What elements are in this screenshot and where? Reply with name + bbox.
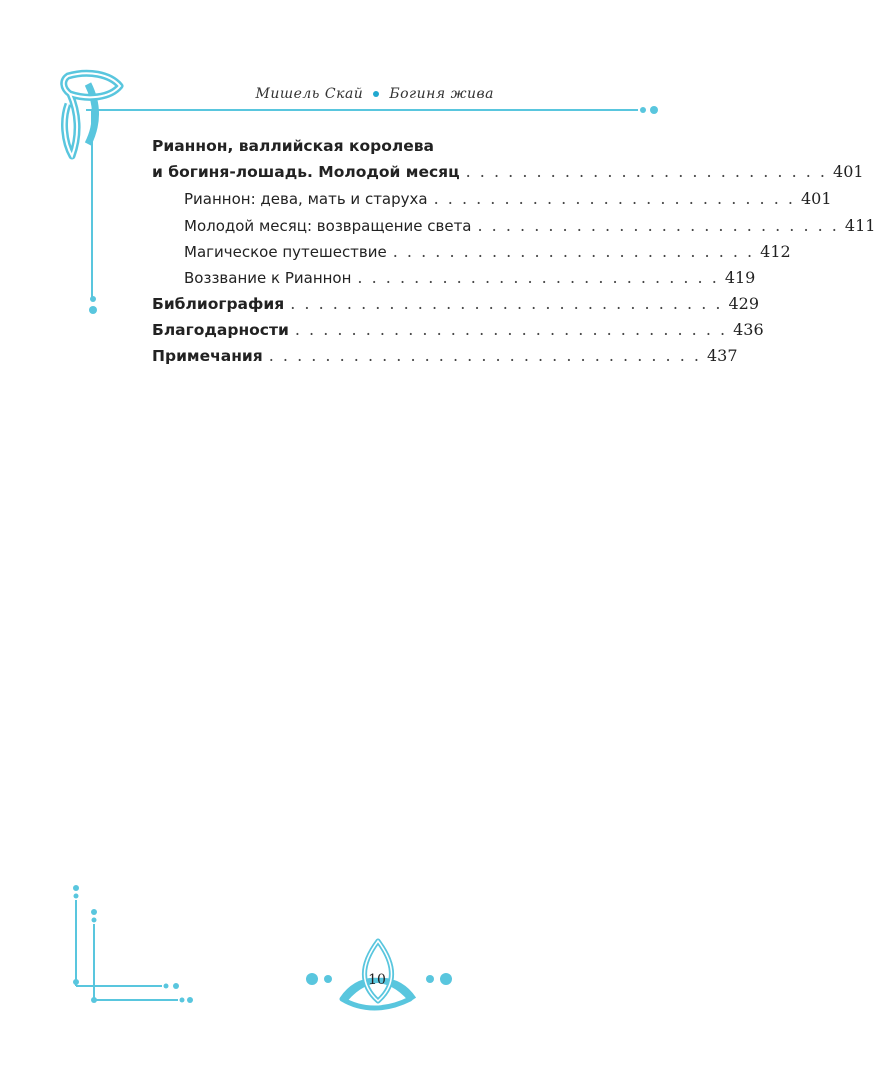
toc-page-number: 411	[844, 216, 875, 235]
page-number: 10	[368, 972, 386, 988]
toc-page-number: 401	[833, 162, 864, 181]
header-separator-dot	[373, 91, 379, 97]
toc-main-item	[152, 346, 738, 365]
celtic-knot-ornament	[58, 64, 128, 164]
toc-sub-label: Магическое путешествие	[184, 243, 387, 261]
header-book-title: Богиня жива	[389, 86, 494, 102]
header-author: Мишель Скай	[255, 86, 364, 102]
toc-sub-label: Рианнон: дева, мать и старуха	[184, 190, 428, 208]
toc-main-item	[152, 320, 764, 339]
toc-page-number: 401	[800, 189, 832, 208]
toc-page-number: 412	[760, 242, 791, 261]
dot-leader: . . . . . . . . . . . . . . . . . . . . . . . . . . . . . . .	[290, 294, 723, 313]
margin-dots	[86, 294, 100, 318]
toc-sub-item	[184, 242, 791, 261]
toc-main-label: Примечания	[152, 347, 263, 365]
dot-leader: . . . . . . . . . . . . . . . . . . . . . . . . . .	[392, 242, 755, 261]
toc-page-number: 437	[706, 346, 738, 365]
toc-page-number: 436	[733, 320, 764, 339]
header-rule	[86, 109, 638, 111]
dot-leader: . . . . . . . . . . . . . . . . . . . . . . . . . . . . . . .	[294, 320, 728, 339]
toc-sub-item	[184, 216, 875, 235]
toc-sub-item	[184, 189, 832, 208]
toc-page-number: 419	[724, 268, 756, 287]
dot-leader: . . . . . . . . . . . . . . . . . . . . . . . . . .	[357, 268, 719, 287]
dot-leader: . . . . . . . . . . . . . . . . . . . . . . . . . .	[433, 189, 795, 208]
toc-sub-item	[184, 268, 756, 287]
dot-leader: . . . . . . . . . . . . . . . . . . . . . . . . . .	[465, 162, 828, 181]
margin-rule	[91, 110, 93, 300]
dot-leader: . . . . . . . . . . . . . . . . . . . . . . . . . . . . . . .	[268, 346, 701, 365]
toc-main-label: Библиография	[152, 295, 285, 313]
toc-heading-row	[152, 162, 864, 181]
toc-heading-line1: Рианнон, валлийская королева	[152, 137, 434, 155]
toc-main-label: Благодарности	[152, 321, 289, 339]
toc-sub-label: Молодой месяц: возвращение света	[184, 217, 472, 235]
running-header	[255, 86, 494, 102]
toc-sub-label: Воззвание к Рианнон	[184, 269, 352, 287]
toc-page-number: 429	[728, 294, 760, 313]
dot-leader: . . . . . . . . . . . . . . . . . . . . . . . . . .	[477, 216, 839, 235]
header-dots	[638, 104, 662, 116]
toc-main-item	[152, 294, 760, 313]
toc-heading-line2: и богиня-лошадь. Молодой месяц	[152, 163, 460, 181]
corner-ornament	[66, 882, 196, 1006]
